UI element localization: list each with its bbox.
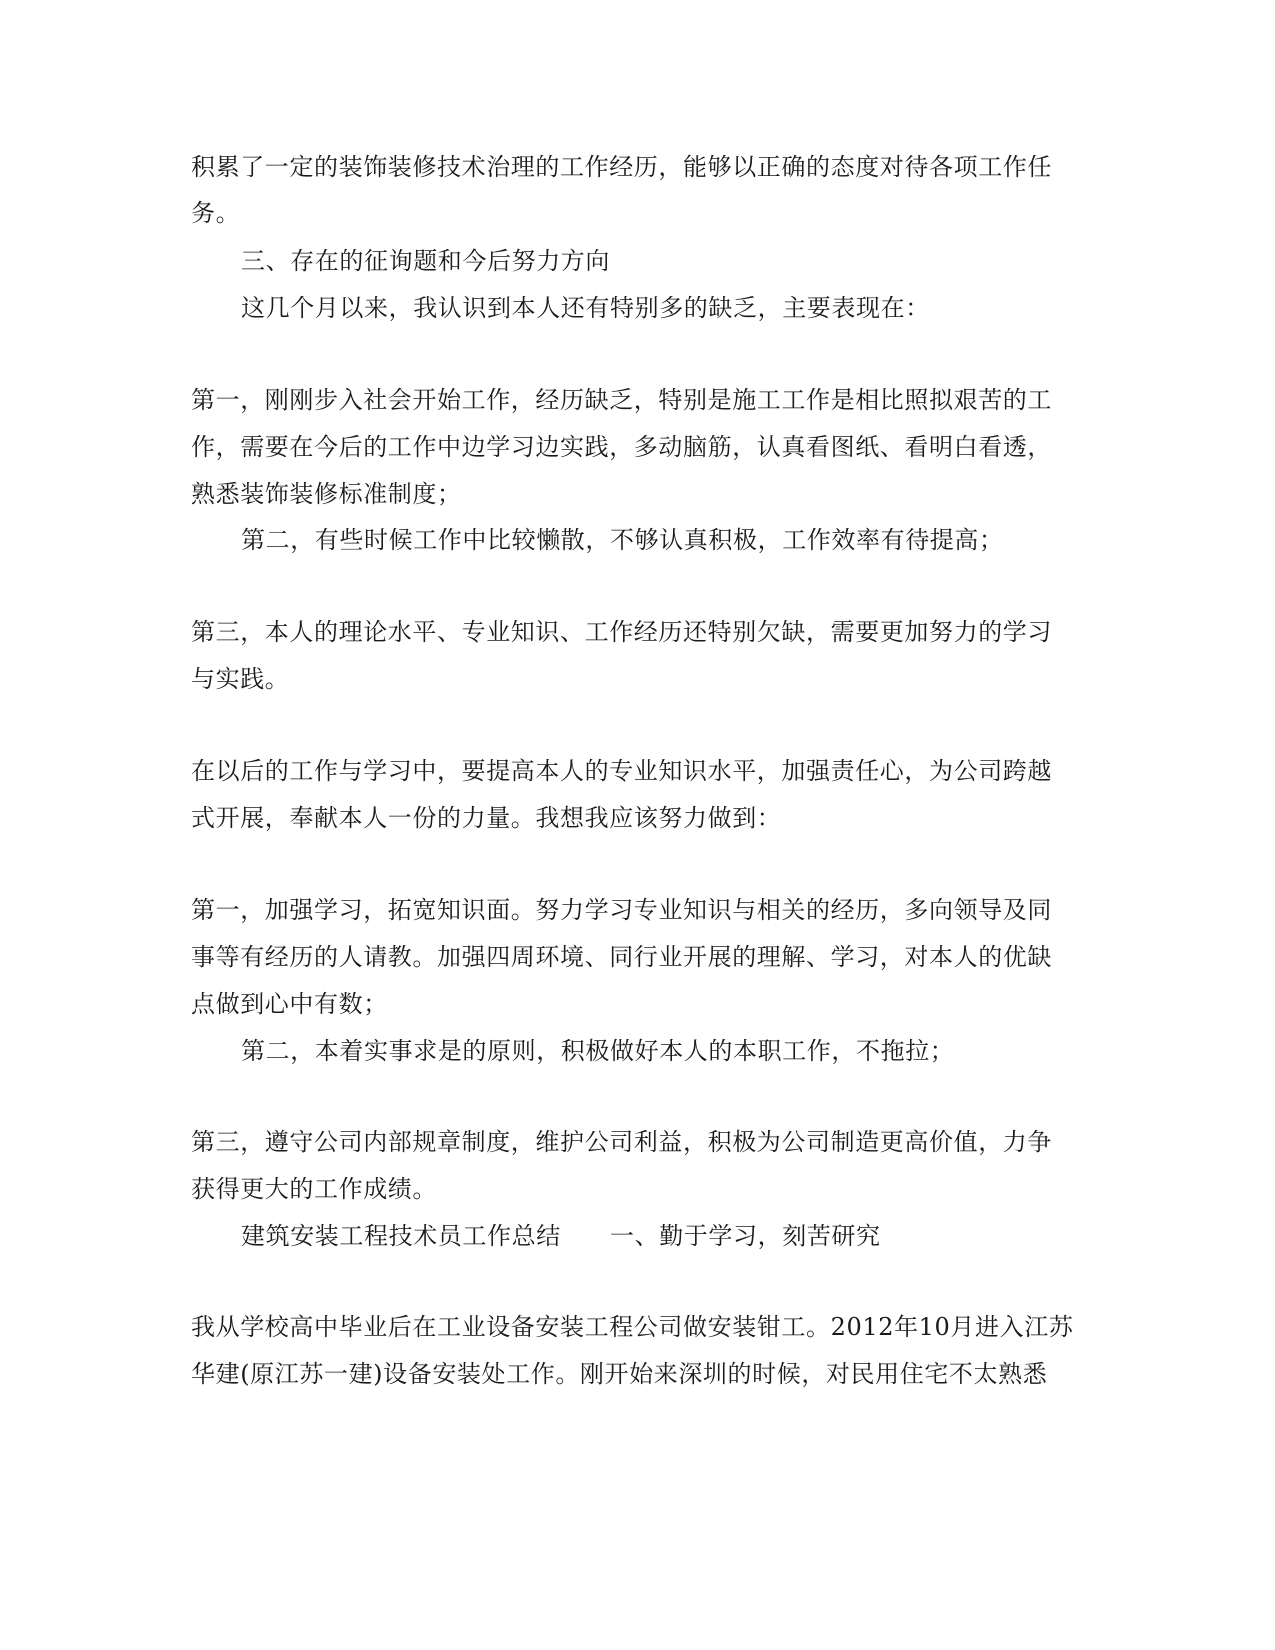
text-line: 这几个月以来，我认识到本人还有特别多的缺乏，主要表现在： [241,294,930,322]
text-line: 事等有经历的人请教。加强四周环境、同行业开展的理解、学习，对本人的优缺 [191,943,1052,971]
text-line: 我从学校高中毕业后在工业设备安装工程公司做安装钳工。2012年10月进入江苏 [191,1313,1074,1341]
text-line: 熟悉装饰装修标准制度； [191,480,462,508]
text-line: 第一，加强学习，拓宽知识面。努力学习专业知识与相关的经历，多向领导及同 [191,896,1052,924]
text-line: 点做到心中有数； [191,990,388,1018]
text-line: 第二，有些时候工作中比较懒散，不够认真积极，工作效率有待提高； [241,526,1004,554]
text-line: 获得更大的工作成绩。 [191,1175,437,1203]
text-line: 第三，本人的理论水平、专业知识、工作经历还特别欠缺，需要更加努力的学习 [191,618,1052,646]
text-line: 第三，遵守公司内部规章制度，维护公司利益，积极为公司制造更高价值，力争 [191,1128,1052,1156]
text-line: 式开展，奉献本人一份的力量。我想我应该努力做到： [191,804,782,832]
section-heading: 三、存在的征询题和今后努力方向 [241,247,610,275]
text-line: 第一，刚刚步入社会开始工作，经历缺乏，特别是施工工作是相比照拟艰苦的工 [191,386,1052,414]
text-line: 在以后的工作与学习中，要提高本人的专业知识水平，加强责任心，为公司跨越 [191,757,1052,785]
text-line: 第二，本着实事求是的原则，积极做好本人的本职工作，不拖拉； [241,1037,955,1065]
text-line: 积累了一定的装饰装修技术治理的工作经历，能够以正确的态度对待各项工作任 [191,153,1052,181]
text-line: 务。 [191,199,241,227]
text-line: 与实践。 [191,665,290,693]
text-line: 华建(原江苏一建)设备安装处工作。刚开始来深圳的时候，对民用住宅不太熟悉 [191,1360,1048,1388]
text-line: 作，需要在今后的工作中边学习边实践，多动脑筋，认真看图纸、看明白看透， [191,433,1052,461]
section-heading: 建筑安装工程技术员工作总结 一、勤于学习，刻苦研究 [241,1222,881,1250]
